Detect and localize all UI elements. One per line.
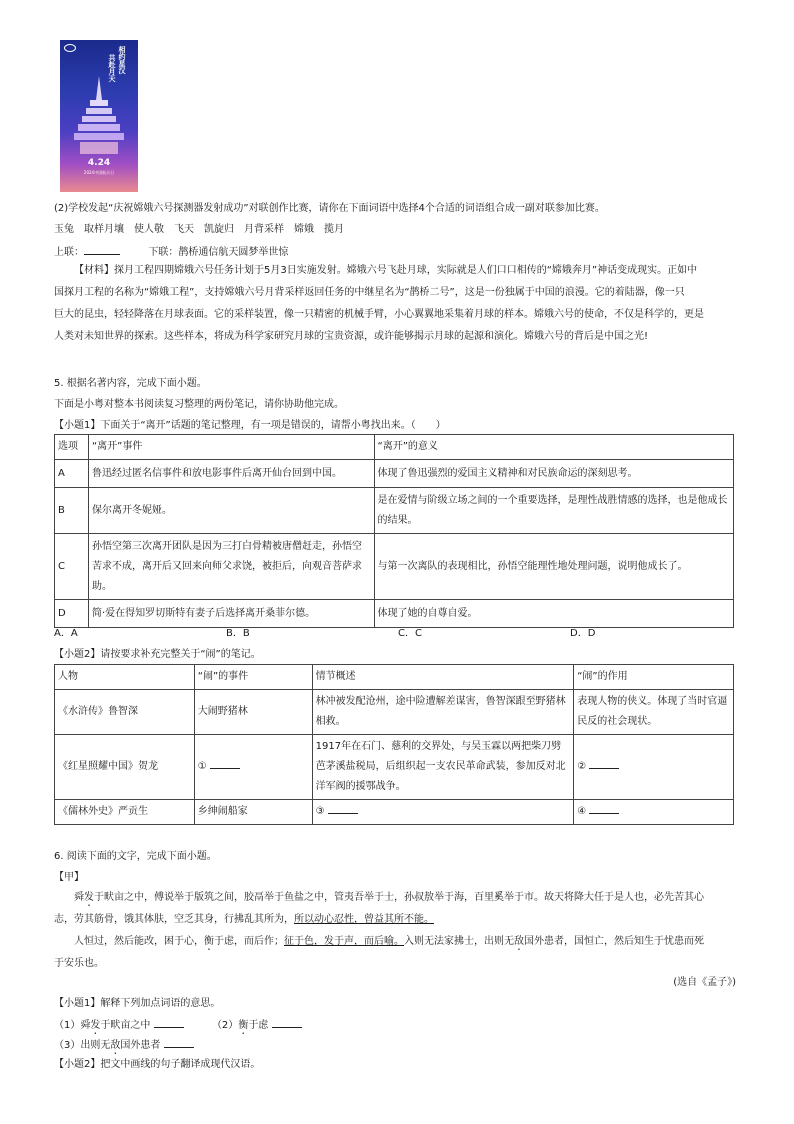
table-row xyxy=(55,460,734,488)
couplet-words: 玉兔 取样月壤 使人敬 飞天 凯旋归 月背采样 嫦娥 揽月 xyxy=(54,224,344,235)
table-cell: 鲁迅经过匿名信事件和放电影事件后离开仙台回到中国。 xyxy=(88,460,374,488)
text-span: 入则无法家拂士，出则无 xyxy=(404,936,514,947)
q6-sub2: 【小题2】把文中画线的句子翻译成现代汉语。 xyxy=(54,1059,261,1070)
table-cell: B xyxy=(55,488,89,534)
blank-label: ① xyxy=(197,761,207,772)
table-cell: A xyxy=(55,460,89,488)
dotted-word: 敌 xyxy=(514,936,524,947)
table-header: “闹”的作用 xyxy=(574,665,734,690)
table-row xyxy=(55,800,734,825)
q6-title: 6. 阅读下面的文字，完成下面小题。 xyxy=(54,851,217,862)
answer-blank[interactable] xyxy=(328,803,358,814)
text-span: 人恒过，然后能改，困于心， xyxy=(74,936,204,947)
text-span: 于虑，而后作； xyxy=(214,936,284,947)
poster-image xyxy=(60,40,138,192)
text-span: 于畎亩之中 xyxy=(100,1020,151,1031)
table-row xyxy=(55,488,734,534)
table-cell: C xyxy=(55,534,89,600)
q6-item3-row xyxy=(54,1037,194,1057)
passage-line xyxy=(54,887,740,909)
dotted-word: 敌 xyxy=(110,1040,121,1051)
answer-cell-4[interactable] xyxy=(574,800,734,825)
option-c[interactable]: C．C xyxy=(398,628,422,639)
dotted-word: 发 xyxy=(84,892,94,903)
text-span: 于虑 xyxy=(248,1020,269,1031)
text-span: 国外患者 xyxy=(120,1040,161,1051)
text-span: 国外患者，国恒亡，然后知生于忧患而死 xyxy=(524,936,704,947)
answer-cell-2[interactable] xyxy=(574,735,734,800)
answer-blank[interactable] xyxy=(164,1037,194,1048)
dotted-word: 衡 xyxy=(238,1020,249,1031)
table-cell: 是在爱情与阶级立场之间的一个重要选择，是理性战胜情感的选择，也是他成长的结果。 xyxy=(374,488,733,534)
item-number: （2） xyxy=(211,1020,239,1031)
blank-label: ③ xyxy=(315,806,325,817)
table-header: 选项 xyxy=(55,435,89,460)
option-a[interactable]: A．A xyxy=(54,628,78,639)
table-row xyxy=(55,534,734,600)
table-header: “离开”事件 xyxy=(88,435,374,460)
material-line: 人类对未知世界的探索。这些样本，将成为科学家研究月球的宝贵资源，或许能够揭示月球的起源和演化。嫦娥六号的背后是中国之光! xyxy=(54,331,649,342)
table-row xyxy=(55,600,734,628)
couplet-prompt: (2)学校发起“庆祝嫦娥六号探测器发射成功”对联创作比赛，请你在下面词语中选择4个合适的词语组合成一副对联参加比赛。 xyxy=(54,203,605,214)
material-line: 国探月工程的名称为“嫦娥工程”，支持嫦娥六号月背采样返回任务的中继星名为“鹊桥二号”，这是一份独属于中国的浪漫。它的着陆器，像一只 xyxy=(54,287,685,298)
material-line: 巨大的昆虫，轻轻降落在月球表面。它的采样装置，像一只精密的机械手臂，小心翼翼地采集着月球的样本。嫦娥六号的使命，不仅是科学的，更是 xyxy=(54,309,704,320)
option-d[interactable]: D．D xyxy=(570,628,596,639)
q5-sub2: 【小题2】请按要求补充完整关于“闹”的笔记。 xyxy=(54,649,261,660)
table-cell: D xyxy=(55,600,89,628)
underlined-sentence: 征于色，发于声，而后喻。 xyxy=(284,936,404,947)
text-span: 于畎亩之中，傅说举于版筑之间，胶鬲举于鱼盐之中，管夷吾举于士，孙叔敖举于海，百里奚举于市。故天将降大任于是人也，必先苦其心 xyxy=(94,892,704,903)
answer-cell-1[interactable] xyxy=(194,735,312,800)
text-span: 志，劳其筋骨，饿其体肤，空乏其身，行拂乱其所为， xyxy=(54,914,294,925)
q6-sub1: 【小题1】解释下列加点词语的意思。 xyxy=(54,998,221,1009)
table-row xyxy=(55,735,734,800)
dotted-word: 发 xyxy=(90,1020,101,1031)
nao-notes-table xyxy=(54,664,734,825)
answer-blank[interactable] xyxy=(154,1017,184,1028)
table-cell: 简·爱在得知罗切斯特有妻子后选择离开桑菲尔德。 xyxy=(88,600,374,628)
passage-source: (选自《孟子》) xyxy=(673,977,736,988)
table-header-row xyxy=(55,435,734,460)
table-row xyxy=(55,690,734,735)
table-cell: 与第一次离队的表现相比，孙悟空能理性地处理问题，说明他成长了。 xyxy=(374,534,733,600)
q6-part-label: 【甲】 xyxy=(54,872,84,883)
upper-line-label: 上联： xyxy=(54,247,84,258)
lower-line: 下联：鹊桥通信航天圆梦举世惊 xyxy=(148,247,289,258)
poster-date: 4.24 xyxy=(87,158,111,168)
material-line: 【材料】探月工程四期嫦娥六号任务计划于5月3日实施发射。嫦娥六号飞赴月球，实际就是人们口口相传的“嫦娥奔月”神话变成现实。正如中 xyxy=(74,265,698,276)
table-cell: 体现了她的自尊自爱。 xyxy=(374,600,733,628)
q5-sub1: 【小题1】下面关于“离开”话题的笔记整理，有一项是错误的，请帮小粤找出来。（ ） xyxy=(54,420,446,431)
table-cell: 《儒林外史》严贡生 xyxy=(55,800,195,825)
poster-vertical-text-2: 共赴月天 xyxy=(108,54,116,82)
table-header: 人物 xyxy=(55,665,195,690)
table-cell: 1917年在石门、慈利的交界处，与吴玉霖以两把柴刀劈芭茅溪盐税局，后组织起一支农民革命武装，参加反对北洋军阀的援鄂战争。 xyxy=(312,735,574,800)
q6-items-row xyxy=(54,1017,302,1037)
table-cell: 乡绅闹船家 xyxy=(194,800,312,825)
answer-blank[interactable] xyxy=(589,758,619,769)
q5-intro: 下面是小粤对整本书阅读复习整理的两份笔记，请你协助他完成。 xyxy=(54,399,344,410)
blank-label: ② xyxy=(577,761,587,772)
table-cell: 体现了鲁迅强烈的爱国主义精神和对民族命运的深刻思考。 xyxy=(374,460,733,488)
table-cell: 保尔离开冬妮娅。 xyxy=(88,488,374,534)
table-cell: 孙悟空第三次离开团队是因为三打白骨精被唐僧赶走，孙悟空苦求不成，离开后又回来向师父求饶，被拒后，向观音菩萨求助。 xyxy=(88,534,374,600)
item-number: （1） xyxy=(54,1020,81,1031)
answer-blank[interactable] xyxy=(272,1017,302,1028)
material-paragraph xyxy=(54,260,740,348)
poster-subtitle: 2024中国航天日 xyxy=(83,170,115,175)
poster-vertical-text-1: 相约星汉 xyxy=(118,46,126,74)
dotted-word: 衡 xyxy=(204,936,214,947)
couplet-lines xyxy=(54,244,288,259)
q6-passage xyxy=(54,887,740,975)
q5-options xyxy=(54,627,742,640)
item-number: （3）出则无 xyxy=(54,1040,111,1051)
table-header: “离开”的意义 xyxy=(374,435,733,460)
passage-line: 于安乐也。 xyxy=(54,958,104,969)
answer-blank[interactable] xyxy=(589,803,619,814)
passage-line xyxy=(54,931,740,953)
upper-line-blank[interactable] xyxy=(84,244,120,255)
table-cell: 《水浒传》鲁智深 xyxy=(55,690,195,735)
text-span: 舜 xyxy=(74,892,84,903)
text-span: 舜 xyxy=(80,1020,91,1031)
option-b[interactable]: B．B xyxy=(226,628,250,639)
answer-blank[interactable] xyxy=(210,758,240,769)
table-header-row xyxy=(55,665,734,690)
answer-cell-3[interactable] xyxy=(312,800,574,825)
underlined-sentence: 所以动心忍性，曾益其所不能。 xyxy=(294,914,434,925)
table-header: 情节概述 xyxy=(312,665,574,690)
q5-title: 5. 根据名著内容，完成下面小题。 xyxy=(54,378,207,389)
table-cell: 大闹野猪林 xyxy=(194,690,312,735)
table-cell: 表现人物的侠义。体现了当时官逼民反的社会现状。 xyxy=(574,690,734,735)
leaving-notes-table xyxy=(54,434,734,628)
table-cell: 《红星照耀中国》贺龙 xyxy=(55,735,195,800)
blank-label: ④ xyxy=(577,806,587,817)
table-header: “闹”的事件 xyxy=(194,665,312,690)
passage-line xyxy=(54,909,740,931)
table-cell: 林冲被发配沧州，途中险遭解差谋害，鲁智深跟至野猪林相救。 xyxy=(312,690,574,735)
